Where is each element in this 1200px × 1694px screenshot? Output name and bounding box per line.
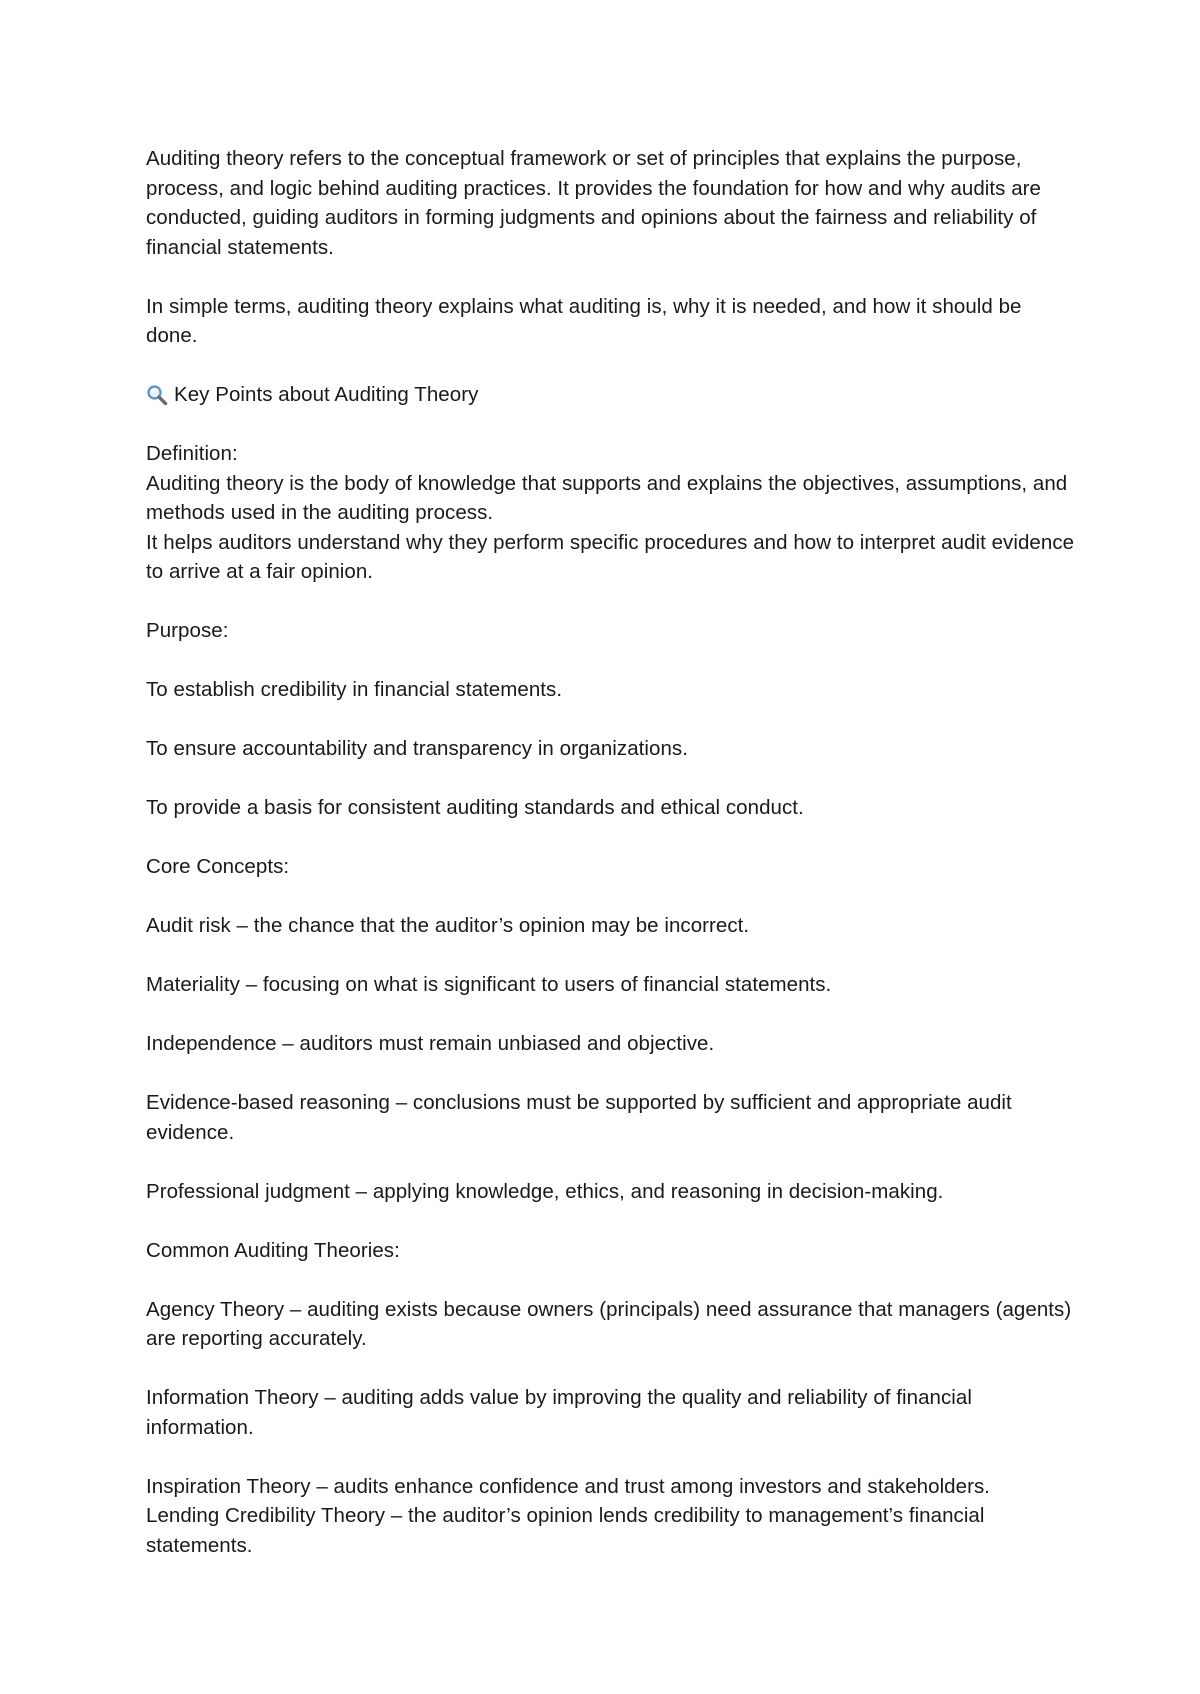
theory-item: Lending Credibility Theory – the auditor’s opinion lends credibility to management’s financial statements. xyxy=(146,1504,985,1557)
definition-section xyxy=(146,439,1076,587)
theory-item: Agency Theory – auditing exists because owners (principals) need assurance that managers (agents) are reporting accurately. xyxy=(146,1297,1072,1350)
magnifying-glass-icon xyxy=(146,384,168,406)
definition-line-2: It helps auditors understand why they perform specific procedures and how to interpret audit evidence to arrive at a fair opinion. xyxy=(146,530,1075,583)
core-concepts-label: Core Concepts: xyxy=(146,855,290,878)
core-concept-item: Professional judgment – applying knowledge, ethics, and reasoning in decision-making. xyxy=(146,1179,944,1203)
intro-paragraph: Auditing theory refers to the conceptual framework or set of principles that explains the purpose, process, and logic behind auditing practices. It provides the foundation for how and why audits are conducted, guiding auditors in forming judgments and opinions about the fairness and reliability of financial statements. xyxy=(146,147,1041,259)
definition-line-1: Auditing theory is the body of knowledge that supports and explains the objectives, assumptions, and methods used in the auditing process. xyxy=(146,471,1068,524)
simple-terms-paragraph: In simple terms, auditing theory explains what auditing is, why it is needed, and how it should be done. xyxy=(146,294,1022,347)
theory-item: Information Theory – auditing adds value by improving the quality and reliability of financial information. xyxy=(146,1386,972,1439)
purpose-label: Purpose: xyxy=(146,619,229,642)
key-points-heading xyxy=(146,380,1076,410)
document-body xyxy=(146,144,1076,1560)
key-points-heading-text: Key Points about Auditing Theory xyxy=(174,383,479,406)
core-concept-item: Audit risk – the chance that the auditor’s opinion may be incorrect. xyxy=(146,914,750,937)
core-concept-item: Materiality – focusing on what is significant to users of financial statements. xyxy=(146,973,832,996)
theory-item: Inspiration Theory – audits enhance confidence and trust among investors and stakeholders. xyxy=(146,1474,990,1498)
purpose-item: To provide a basis for consistent auditing standards and ethical conduct. xyxy=(146,796,804,819)
theory-group xyxy=(146,1472,1076,1561)
core-concept-item: Evidence-based reasoning – conclusions must be supported by sufficient and appropriate audit evidence. xyxy=(146,1091,1012,1144)
definition-label: Definition: xyxy=(146,442,238,465)
purpose-item: To ensure accountability and transparency in organizations. xyxy=(146,737,688,760)
common-theories-label: Common Auditing Theories: xyxy=(146,1238,400,1262)
core-concept-item: Independence – auditors must remain unbiased and objective. xyxy=(146,1032,715,1055)
purpose-item: To establish credibility in financial statements. xyxy=(146,678,563,701)
